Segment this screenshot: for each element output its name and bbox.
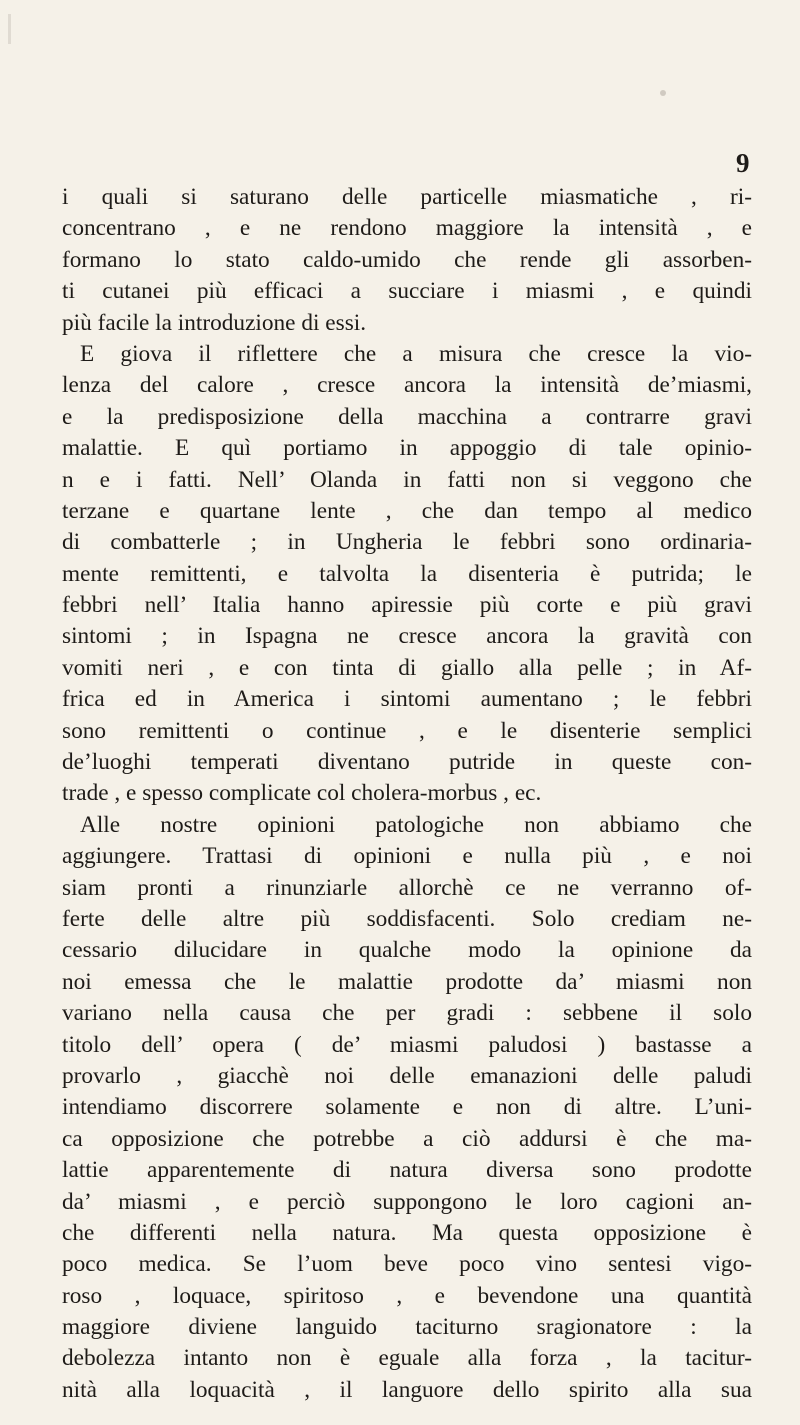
text-line: n e i fatti. Nell’ Olanda in fatti non si veggono che bbox=[62, 466, 752, 493]
text-line: di combatterle ; in Ungheria le febbri sono ordinaria- bbox=[62, 529, 752, 556]
text-line: sono remittenti o continue , e le disenterie semplici bbox=[62, 717, 752, 744]
text-line: che differenti nella natura. Ma questa opposizione è bbox=[62, 1219, 752, 1246]
text-line: formano lo stato caldo-umido che rende gli assorben- bbox=[62, 246, 752, 273]
text-line: de’luoghi temperati diventano putride in queste con- bbox=[62, 749, 752, 776]
text-line: più facile la introduzione di essi. bbox=[62, 309, 367, 336]
text-line: maggiore diviene languido taciturno sragionatore : la bbox=[62, 1314, 752, 1341]
page-number: 9 bbox=[736, 148, 750, 178]
text-line: lattie apparentemente di natura diversa sono prodotte bbox=[62, 1157, 752, 1184]
text-line: frica ed in America i sintomi aumentano ; le febbri bbox=[62, 686, 752, 713]
text-line: roso , loquace, spiritoso , e bevendone una quantità bbox=[62, 1282, 752, 1309]
text-line: i quali si saturano delle particelle miasmatiche , ri- bbox=[62, 184, 752, 210]
text-line: da’ miasmi , e perciò suppongono le loro cagioni an- bbox=[62, 1188, 752, 1215]
ink-speck bbox=[660, 90, 666, 96]
text-line: concentrano , e ne rendono maggiore la intensità , e bbox=[62, 215, 752, 242]
text-line: ti cutanei più efficaci a succiare i miasmi , e quindi bbox=[62, 278, 752, 305]
text-line: malattie. E quì portiamo in appoggio di tale opinio- bbox=[62, 435, 752, 462]
text-line: mente remittenti, e talvolta la disenteria è putrida; le bbox=[62, 560, 752, 587]
text-line: e la predisposizione della macchina a contrarre gravi bbox=[62, 403, 752, 430]
text-line: terzane e quartane lente , che dan tempo al medico bbox=[62, 497, 752, 524]
body-text bbox=[62, 182, 752, 1406]
text-line: E giova il riflettere che a misura che cresce la vio- bbox=[80, 340, 752, 367]
text-line: variano nella causa che per gradi : sebbene il solo bbox=[62, 1000, 752, 1027]
text-line: debolezza intanto non è eguale alla forza , la tacitur- bbox=[62, 1345, 752, 1372]
text-line: sintomi ; in Ispagna ne cresce ancora la gravità con bbox=[62, 623, 752, 650]
text-line: cessario dilucidare in qualche modo la opinione da bbox=[62, 937, 752, 964]
text-line: siam pronti a rinunziarle allorchè ce ne verranno of- bbox=[62, 874, 752, 901]
text-line: trade , e spesso complicate col cholera-morbus , ec. bbox=[62, 780, 542, 807]
text-line: ferte delle altre più soddisfacenti. Solo crediam ne- bbox=[62, 905, 752, 932]
text-line: provarlo , giacchè noi delle emanazioni delle paludi bbox=[62, 1062, 752, 1089]
text-line: ca opposizione che potrebbe a ciò addursi è che ma- bbox=[62, 1125, 752, 1152]
text-line: febbri nell’ Italia hanno apiressie più corte e più gravi bbox=[62, 592, 752, 619]
text-line: titolo dell’ opera ( de’ miasmi paludosi ) bastasse a bbox=[62, 1031, 752, 1058]
text-line: aggiungere. Trattasi di opinioni e nulla più , e noi bbox=[62, 843, 752, 870]
text-line: nità alla loquacità , il languore dello spirito alla sua bbox=[62, 1376, 752, 1403]
text-line: lenza del calore , cresce ancora la intensità de’miasmi, bbox=[62, 372, 752, 399]
text-line: noi emessa che le malattie prodotte da’ miasmi non bbox=[62, 968, 752, 995]
page-edge-mark bbox=[8, 14, 11, 44]
text-line: Alle nostre opinioni patologiche non abbiamo che bbox=[80, 811, 752, 838]
text-line: vomiti neri , e con tinta di giallo alla pelle ; in Af- bbox=[62, 654, 752, 681]
text-line: poco medica. Se l’uom beve poco vino sentesi vigo- bbox=[62, 1251, 752, 1278]
text-line: intendiamo discorrere solamente e non di altre. L’uni- bbox=[62, 1094, 752, 1121]
